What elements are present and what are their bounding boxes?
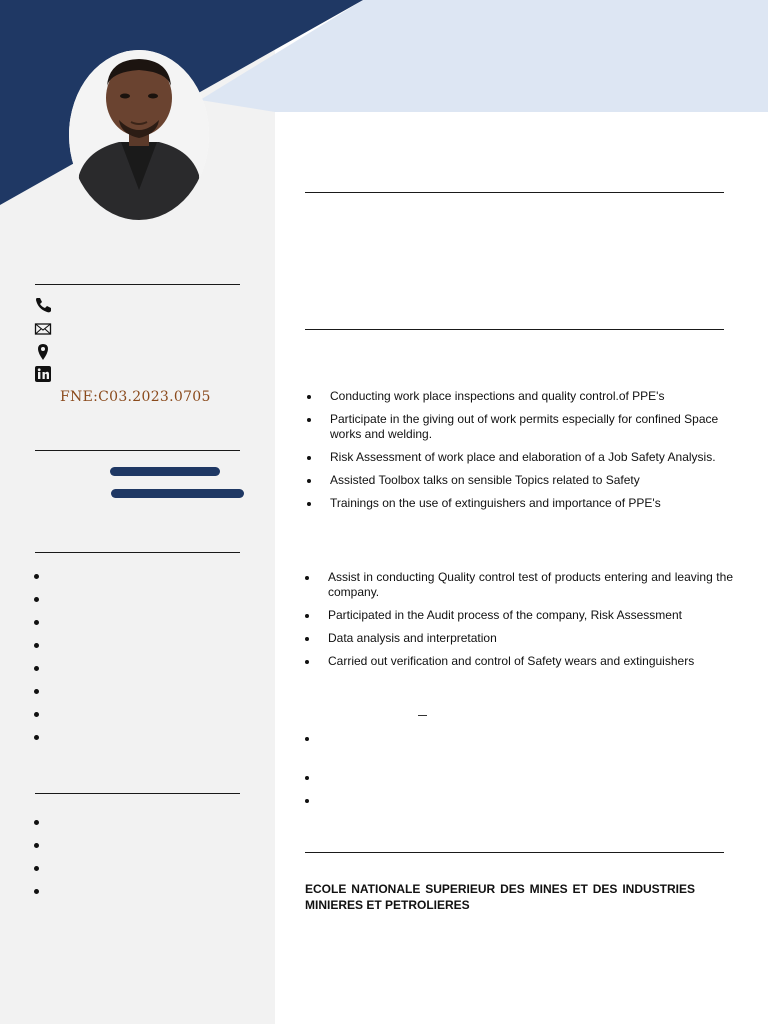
duty-item: Carried out verification and control of Safety wears and extinguishers <box>302 654 733 669</box>
duty-item: Assist in conducting Quality control test of products entering and leaving the company. <box>302 570 733 600</box>
main-divider-education <box>305 852 724 853</box>
education-school: ECOLE NATIONALE SUPERIEUR DES MINES ET DES INDUSTRIES MINIERES ET PETROLIERES <box>305 882 695 912</box>
experience-1-duties <box>304 389 738 519</box>
list-bullet <box>34 597 39 602</box>
duty-item: Trainings on the use of extinguishers and importance of PPE's <box>304 496 738 511</box>
list-bullet <box>34 735 39 740</box>
duty-item: Participate in the giving out of work permits especially for confined Space works and welding. <box>304 412 738 442</box>
sidebar-divider-languages <box>35 793 240 794</box>
main-divider-experience <box>305 329 724 330</box>
phone-icon <box>34 296 52 314</box>
duty-item: Risk Assessment of work place and elaboration of a Job Safety Analysis. <box>304 450 738 465</box>
skill-bar <box>110 467 220 476</box>
location-pin-icon <box>34 343 52 361</box>
registration-number: FNE:C03.2023.0705 <box>60 389 211 405</box>
list-bullet <box>34 866 39 871</box>
list-bullet <box>34 689 39 694</box>
experience-2-duties <box>302 570 733 677</box>
linkedin-icon[interactable] <box>34 365 52 383</box>
list-bullet <box>305 799 309 803</box>
list-bullet <box>34 666 39 671</box>
envelope-icon <box>34 320 52 338</box>
list-bullet <box>34 712 39 717</box>
list-bullet <box>34 820 39 825</box>
sidebar-divider-list <box>35 552 240 553</box>
dash-mark <box>418 715 427 716</box>
sidebar-divider-skills <box>35 450 240 451</box>
list-bullet <box>34 643 39 648</box>
main-divider-profile <box>305 192 724 193</box>
list-bullet <box>34 843 39 848</box>
skill-bar <box>111 489 244 498</box>
duty-item: Conducting work place inspections and quality control.of PPE's <box>304 389 738 404</box>
list-bullet <box>34 620 39 625</box>
list-bullet <box>34 574 39 579</box>
duty-item: Assisted Toolbox talks on sensible Topics related to Safety <box>304 473 738 488</box>
list-bullet <box>34 889 39 894</box>
profile-photo <box>69 50 209 220</box>
list-bullet <box>305 776 309 780</box>
list-bullet <box>305 737 309 741</box>
duty-item: Data analysis and interpretation <box>302 631 733 646</box>
duty-item: Participated in the Audit process of the company, Risk Assessment <box>302 608 733 623</box>
person-illustration <box>69 50 209 220</box>
sidebar-divider-contact <box>35 284 240 285</box>
